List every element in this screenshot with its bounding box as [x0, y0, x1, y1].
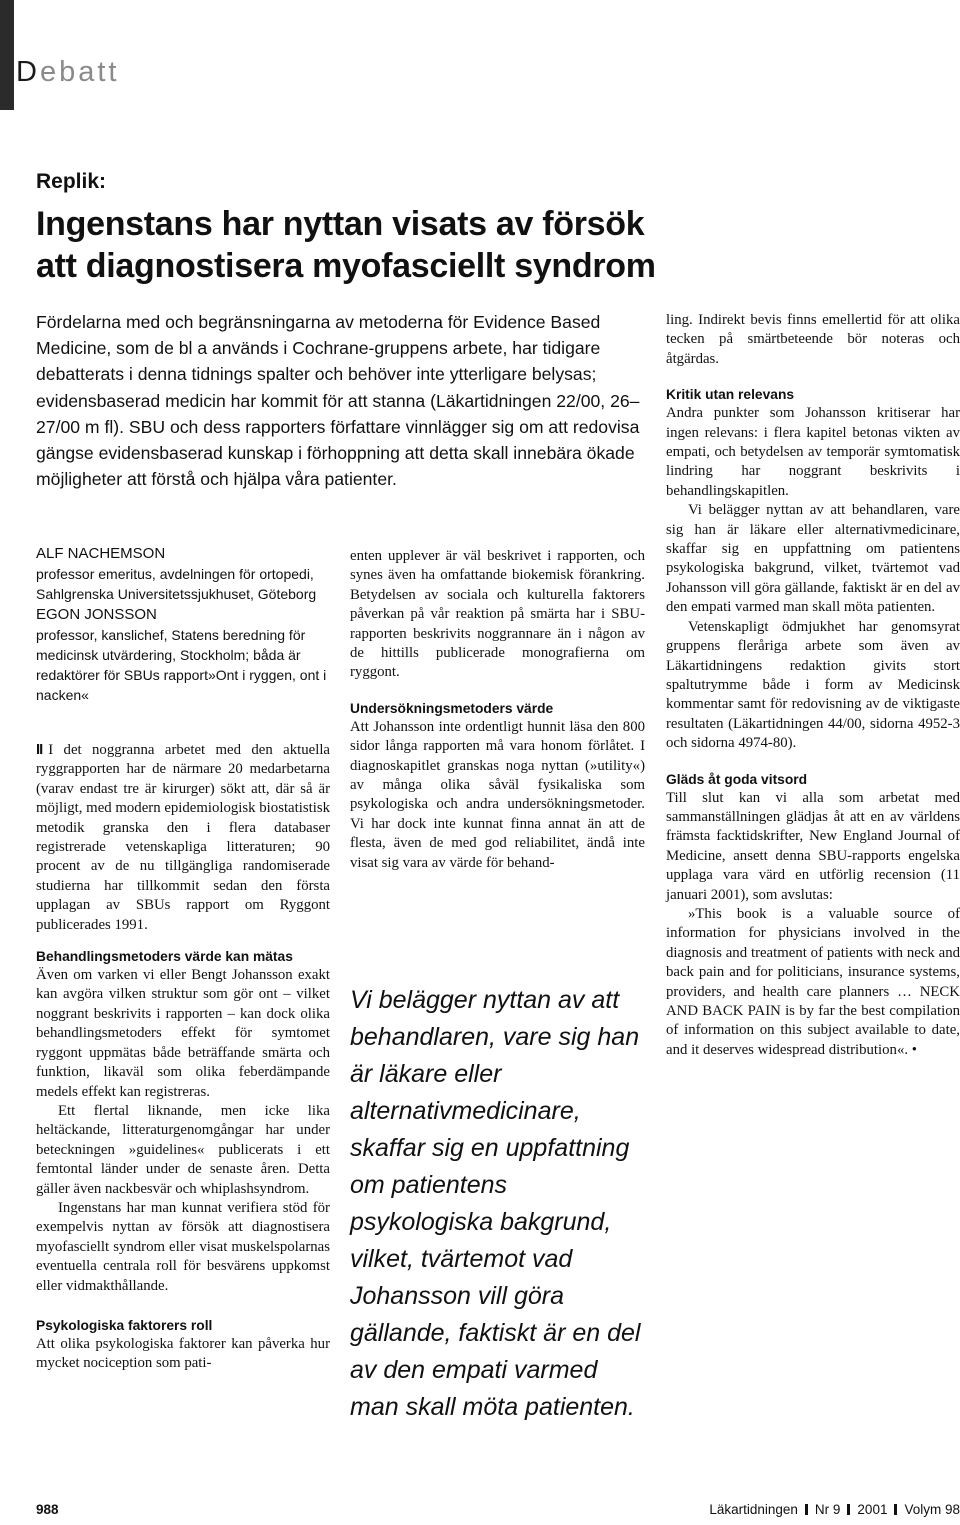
- body-paragraph: Ett flertal liknande, men icke lika heltäckande, litteraturgenomgångar har under beteckningen »guidelines« publicerats i ett femtontal länder under de senaste åren. Detta gäller även nackbesvär och whiplashsyndrom.: [36, 1102, 330, 1197]
- separator-bar: [894, 1504, 897, 1515]
- subheading: Kritik utan relevans: [666, 387, 795, 403]
- subheading: Gläds åt goda vitsord: [666, 771, 808, 787]
- body-paragraph: Även om varken vi eller Bengt Johansson exakt kan avgöra vilken struktur som gör ont – vilket noggrant beskrivits i rapporten – kan dock olika behandlingsmetoders effekt för symtomet ryggont uppmätas både beträffande smärta och funktion, likaväl som olika feberdämpande medels effekt kan registreras.: [36, 967, 330, 1100]
- body-paragraph: Ingenstans har man kunnat verifiera stöd för exempelvis nyttan av försök att diagnostisera myofasciellt syndrom eller visat muskelspolarnas eventuella centrala roll för besvärens uppkomst eller vidmakthållande.: [36, 1199, 330, 1294]
- page-footer: [36, 1502, 960, 1524]
- body-paragraph: Andra punkter som Johansson kritiserar har ingen relevans: i flera kapitel betonas vikten av empati, och betydelsen av temporär symtomatisk lindring har noggrant beskrivits i behandlingskapitlen.: [666, 405, 960, 499]
- subheading: Psykologiska faktorers roll: [36, 1317, 213, 1333]
- page-number: 988: [36, 1502, 59, 1517]
- author-name: EGON JONSSON: [36, 605, 157, 623]
- author-title: professor emeritus, avdelningen för ortopedi, Sahlgrenska Universitetssjukhuset, Göteborg: [36, 566, 317, 603]
- paragraph-mark: II: [36, 742, 43, 758]
- intro-paragraph: [36, 741, 330, 935]
- author-name: ALF NACHEMSON: [36, 545, 166, 562]
- issue-number: Nr 9: [814, 1502, 841, 1517]
- section-tab: [0, 0, 120, 110]
- body-paragraph: enten upplever är väl beskrivet i rapporten, och synes även ha omfattande biokemisk förankring. Betydelsen av sociala och kulturella faktorers påverkan på vår reaktion på smärta har i SBU-rapporten beskrivits noggrannare än i någon av de hittills publicerade monografierna om ryggont.: [350, 548, 645, 681]
- author-title: professor, kanslichef, Statens beredning för medicinsk utvärdering, Stockholm; båda är redaktörer för SBUs rapport»Ont i ryggen, ont i nacken«: [36, 626, 327, 704]
- quote-paragraph: »This book is a valuable source of information for physicians involved in the diagnosis and treatment of patients with neck and back pain and for politicians, insurance systems, providers, and health care planners … NECK AND BACK PAIN is by far the best compilation of information on this subject available to date, and it deserves widespread distribution«. •: [666, 905, 960, 1058]
- body-paragraph: Att Johansson inte ordentligt hunnit läsa den 800 sidor långa rapporten må vara honom förlåtet. I diagnoskapitlet granskas noga nyttan (»utility«) av många olika såväl fysikaliska som psykologiska och andra undersökningsmetoder. Vi har dock inte kunnat finna annat än att de flesta, även de med god reliabilitet, ändå inte visat sig vara av värde för behand-: [350, 718, 645, 871]
- headline-line-2: att diagnostisera myofasciellt syndrom: [36, 247, 656, 285]
- volume-number: Volym 98: [904, 1502, 960, 1517]
- column-middle: [350, 547, 645, 873]
- body-paragraph: Vi belägger nyttan av att behandlaren, vare sig han är läkare eller alternativmedicinare, skaffar sig en uppfattning om patientens psykologiska bakgrund, vilket, tvärtemot vad Johansson vill göra gällande, faktiskt är en del av den empati varmed man skall möta patienten.: [666, 502, 960, 616]
- body-paragraph: Till slut kan vi alla som arbetat med sammanställningen glädjas åt att en av världens främsta facktidskrifter, New England Journal of Medicine, ansett denna SBU-rapports engelska upplaga vara värd en utförlig recension (11 januari 2001), som avslutas:: [666, 789, 960, 903]
- headline-line-1: Ingenstans har nyttan visats av försök: [36, 205, 645, 243]
- issue-year: 2001: [857, 1502, 888, 1517]
- author-info: [36, 544, 334, 706]
- subheading: Behandlingsmetoders värde kan mätas: [36, 949, 293, 965]
- separator-bar: [805, 1504, 808, 1515]
- kicker: Replik:: [36, 170, 107, 193]
- separator-bar: [847, 1504, 850, 1515]
- headline: [36, 203, 796, 287]
- column-right: [666, 311, 960, 1060]
- section-label-rest: ebatt: [39, 56, 120, 88]
- intro-text: I det noggranna arbetet med den aktuella ryggrapporten har de närmare 20 medarbetarna (varav endast tre är kirurger) sökt att, där så är möjligt, med modern epidemiologisk biostatistisk metodik granska den i flera databaser registrerade vetenskapliga litteraturen; 90 procent av de nu tillgängliga randomiserade studierna har tillkommit sedan den första upplagan av SBUs rapport om Ryggont publicerades 1991.: [36, 742, 330, 933]
- column-left: [36, 741, 330, 1374]
- section-label-initial: D: [16, 56, 40, 88]
- body-paragraph: Vetenskapligt ödmjukhet har genomsyrat gruppens fleråriga arbete som även av Läkartidningens redaktion givits stort spaltutrymme både i form av Medicinsk kommentar samt för redovisning av de viktigaste resultaten (Läkartidningen 44/00, sidorna 4952-3 och sidorna 4974-80).: [666, 618, 960, 752]
- journal-name: Läkartidningen: [709, 1502, 798, 1517]
- section-tab-bar: [0, 0, 14, 110]
- lede: Fördelarna med och begränsningarna av metoderna för Evidence Based Medicine, som de bl a används i Cochrane-gruppens arbete, har tidigare debatterats i denna tidnings spalter och behöver inte ytterligare belysas; evidensbaserad medicin har kommit för att stanna (Läkartidningen 22/00, 26–27/00 m fl). SBU och dess rapporters författare vinnlägger sig om att redovisa gängse evidensbaserad kunskap i förhoppning att detta skall innebära ökade möjligheter att förstå och hjälpa våra patienter.: [36, 312, 640, 490]
- body-paragraph: ling. Indirekt bevis finns emellertid för att olika tecken på smärtbeteende bör noteras och åtgärdas.: [666, 312, 960, 367]
- journal-info: [709, 1502, 960, 1517]
- pull-quote: Vi belägger nyttan av att behandlaren, vare sig han är läkare eller alternativmedicinare, skaffar sig en uppfattning om patientens psykologiska bakgrund, vilket, tvärtemot vad Johansson vill göra gällande, faktiskt är en del av den empati varmed man skall möta patienten.: [350, 986, 641, 1421]
- subheading: Undersökningsmetoders värde: [350, 700, 554, 716]
- body-paragraph: Att olika psykologiska faktorer kan påverka hur mycket nociception som pati-: [36, 1335, 330, 1372]
- section-label: [16, 56, 119, 89]
